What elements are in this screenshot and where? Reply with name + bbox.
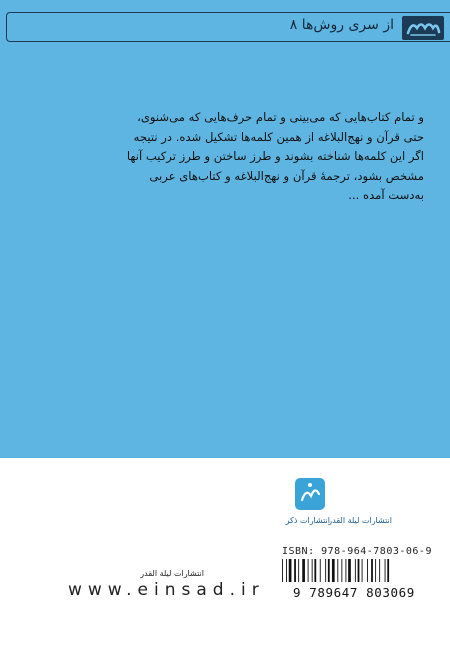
barcode-digits: 9 789647 803069: [273, 582, 435, 604]
publisher-name: انتشارات لیلة القدر: [328, 516, 392, 525]
laylat-al-qadr-logo-icon: [150, 525, 204, 565]
publisher-name: انتشارات ذکر: [285, 516, 330, 525]
zekr-logo: [285, 476, 330, 525]
series-label: از سری روش‌ها ۸: [289, 17, 394, 33]
publisher-name: انتشارات لیلة القدر: [140, 569, 204, 578]
blurb-line: و تمام کتاب‌هایی که می‌بینی و تمام حرف‌هایی که می‌شنوی،: [137, 110, 424, 124]
series-banner: [6, 12, 450, 42]
blurb-line: اگر این کلمه‌ها شناخته بشوند و طرز ساختن و طرز ترکیب آنها: [126, 149, 424, 164]
blurb-line: حتی قرآن و نهج‌البلاغه از همین کلمه‌ها تشکیل شده. در نتیجه: [133, 129, 424, 144]
blurb-line: به‌دست آمده ...: [348, 188, 424, 203]
isbn-label: ISBN: 978-964-7803-06-9: [282, 546, 432, 557]
blurb-line: مشخص بشود، ترجمهٔ قرآن و نهج‌البلاغه و کتاب‌های عربی: [149, 168, 424, 183]
zekr-logo-icon: [290, 476, 330, 512]
publisher-emblem-icon: [402, 16, 444, 40]
back-cover-blurb: [112, 108, 424, 206]
laylat-al-qadr-logo: [140, 525, 204, 578]
website-url: www.einsad.ir: [68, 580, 265, 600]
laylat-al-qadr-logo: [328, 470, 392, 525]
laylat-al-qadr-logo-icon: [338, 470, 392, 512]
